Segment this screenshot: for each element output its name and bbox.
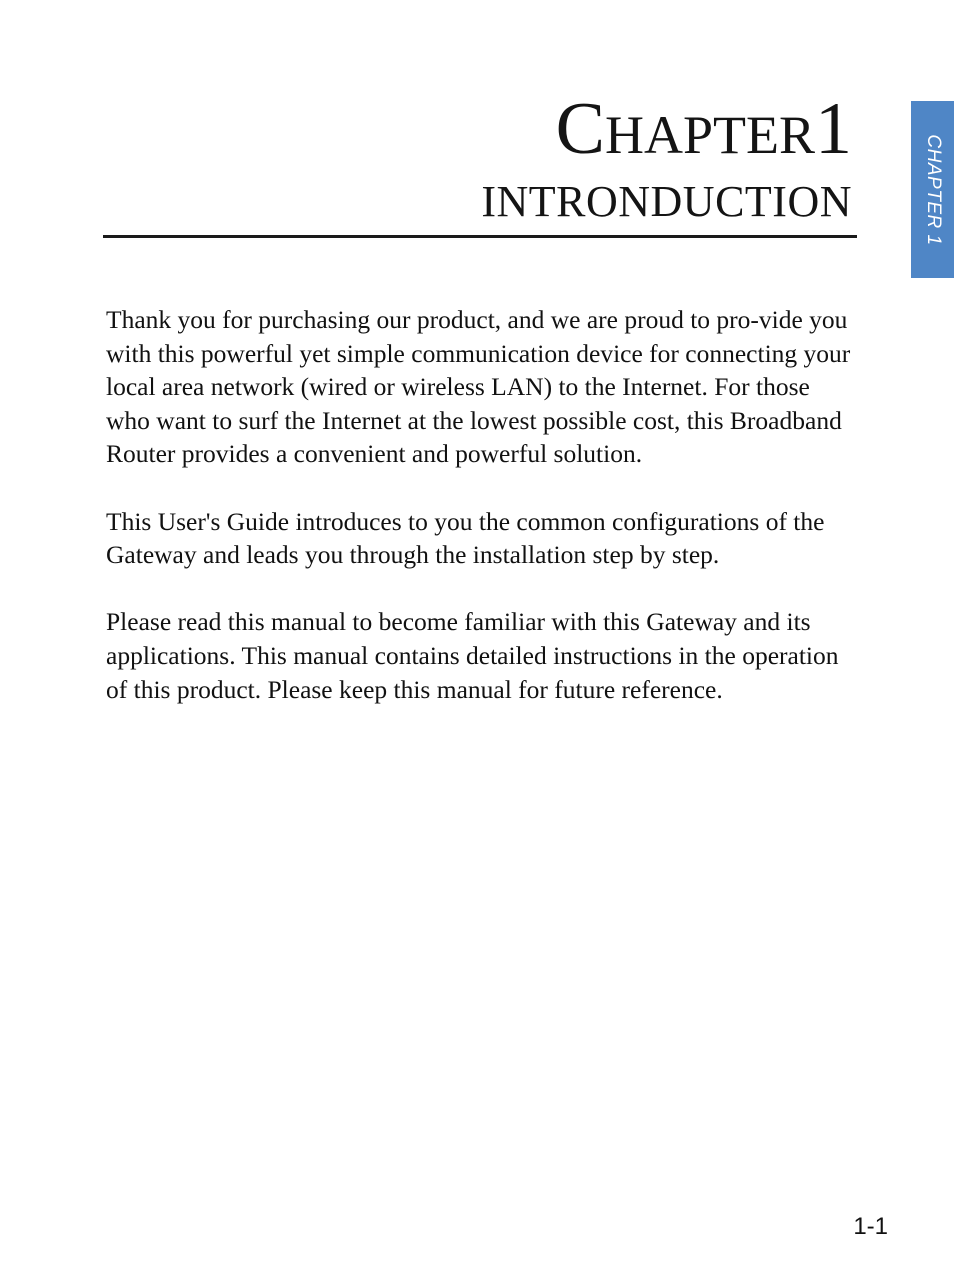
paragraph-read-manual: Please read this manual to become familiar with this Gateway and its applications. This manual contains detailed instructions in the operation of this product. Please keep this manual for future reference. xyxy=(106,607,839,704)
chapter-number: 1 xyxy=(815,88,852,170)
page-number: 1-1 xyxy=(853,1213,888,1240)
side-chapter-tab xyxy=(911,101,954,278)
chapter-initial: C xyxy=(555,88,605,170)
side-chapter-tab-label: CHAPTER 1 xyxy=(922,133,944,246)
chapter-heading xyxy=(555,88,852,170)
chapter-word-rest: HAPTER xyxy=(604,105,815,165)
chapter-title: INTRONDUCTION xyxy=(481,177,852,226)
paragraph-thank-you: Thank you for purchasing our product, and we are proud to pro-vide you with this powerful yet simple communication device for connecting your local area network (wired or wireless LAN) to the Internet. For those who want to surf the Internet at the lowest possible cost, this Broadband Router provides a convenient and powerful solution. xyxy=(106,305,851,469)
paragraph-users-guide: This User's Guide introduces to you the common configurations of the Gateway and leads you through the installation step by step. xyxy=(106,506,825,570)
body-text xyxy=(106,303,858,740)
heading-divider xyxy=(103,235,857,238)
